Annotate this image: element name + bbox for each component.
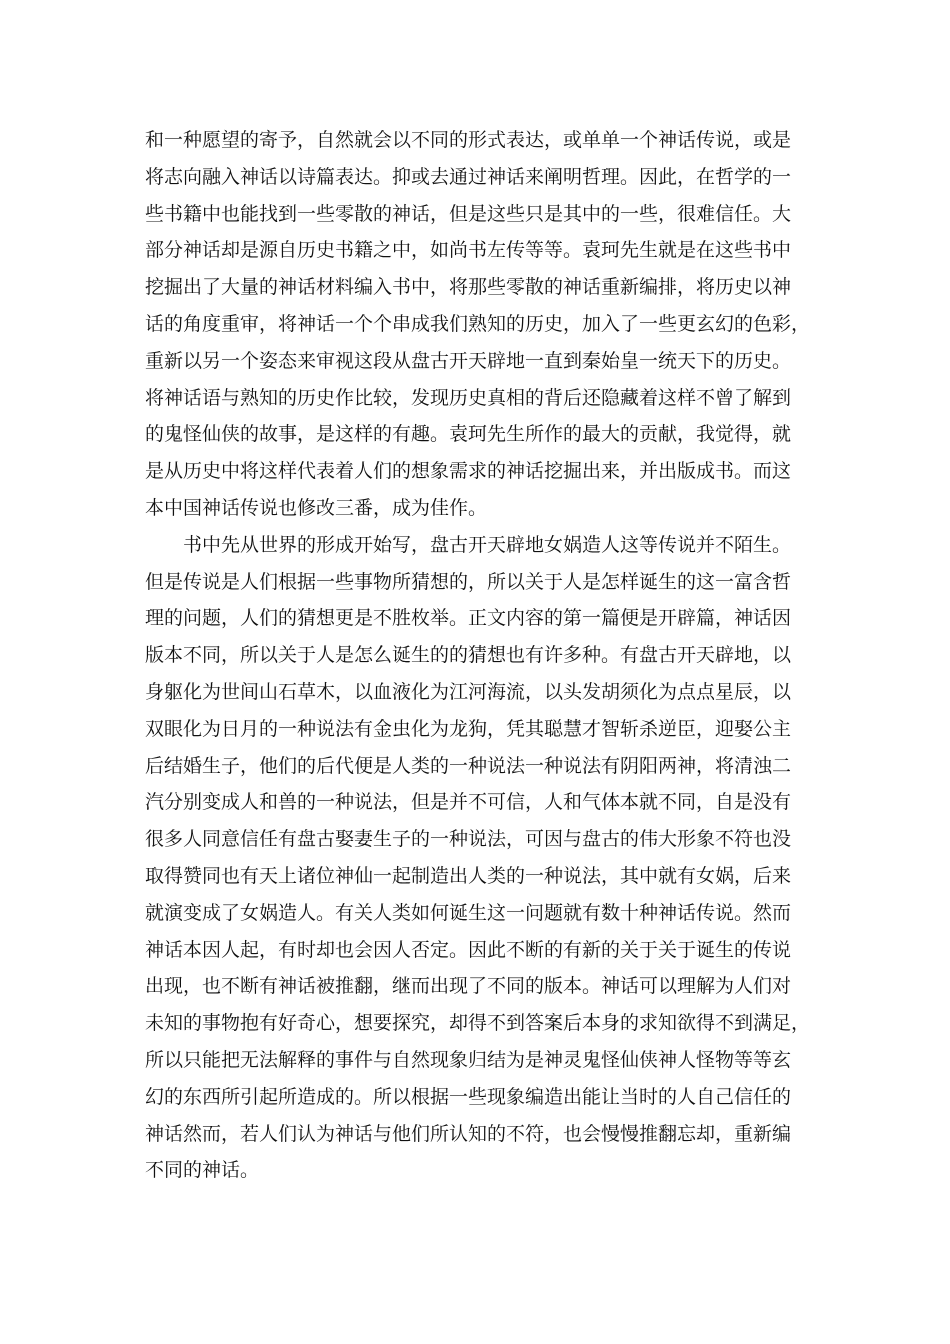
text-line: 所以只能把无法解释的事件与自然现象归结为是神灵鬼怪仙侠神人怪物等等玄 bbox=[145, 1048, 792, 1071]
text-line: 本中国神话传说也修改三番，成为佳作。 bbox=[145, 496, 488, 519]
text-line: 版本不同，所以关于人是怎么诞生的的猜想也有许多种。有盘古开天辟地，以 bbox=[145, 644, 792, 667]
text-line: 但是传说是人们根据一些事物所猜想的，所以关于人是怎样诞生的这一富含哲 bbox=[145, 570, 792, 593]
body-text bbox=[145, 122, 825, 1189]
text-line: 神话然而，若人们认为神话与他们所认知的不符，也会慢慢推翻忘却，重新编 bbox=[145, 1122, 792, 1145]
text-line: 和一种愿望的寄予，自然就会以不同的形式表达，或单单一个神话传说，或是 bbox=[145, 129, 792, 151]
text-line: 理的问题，人们的猜想更是不胜枚举。正文内容的第一篇便是开辟篇，神话因 bbox=[145, 607, 792, 630]
text-line: 的鬼怪仙侠的故事，是这样的有趣。袁珂先生所作的最大的贡献，我觉得，就 bbox=[145, 423, 792, 446]
text-line: 重新以另一个姿态来审视这段从盘古开天辟地一直到秦始皇一统天下的历史。 bbox=[145, 349, 792, 372]
text-line: 话的角度重审，将神话一个个串成我们熟知的历史，加入了一些更玄幻的色彩， bbox=[145, 312, 811, 335]
text-line: 不同的神话。 bbox=[145, 1159, 260, 1182]
text-line: 双眼化为日月的一种说法有金虫化为龙狗，凭其聪慧才智斩杀逆臣，迎娶公主 bbox=[145, 717, 792, 740]
text-line: 身躯化为世间山石草木，以血液化为江河海流，以头发胡须化为点点星辰，以 bbox=[145, 680, 792, 703]
text-line: 取得赞同也有天上诸位神仙一起制造出人类的一种说法，其中就有女娲，后来 bbox=[145, 864, 792, 887]
text-line: 出现，也不断有神话被推翻，继而出现了不同的版本。神话可以理解为人们对 bbox=[145, 975, 792, 998]
paragraph-1 bbox=[145, 122, 825, 527]
text-line: 幻的东西所引起所造成的。所以根据一些现象编造出能让当时的人自己信任的 bbox=[145, 1085, 792, 1108]
text-line: 汽分别变成人和兽的一种说法，但是并不可信，人和气体本就不同，自是没有 bbox=[145, 791, 792, 814]
text-line: 将志向融入神话以诗篇表达。抑或去通过神话来阐明哲理。因此，在哲学的一 bbox=[145, 165, 792, 188]
text-line: 部分神话却是源自历史书籍之中，如尚书左传等等。袁珂先生就是在这些书中 bbox=[145, 239, 792, 262]
text-line: 挖掘出了大量的神话材料编入书中，将那些零散的神话重新编排，将历史以神 bbox=[145, 276, 792, 299]
text-line: 就演变成了女娲造人。有关人类如何诞生这一问题就有数十种神话传说。然而 bbox=[145, 901, 792, 924]
text-line: 些书籍中也能找到一些零散的神话，但是这些只是其中的一些，很难信任。大 bbox=[145, 202, 792, 225]
text-line: 神话本因人起，有时却也会因人否定。因此不断的有新的关于关于诞生的传说 bbox=[145, 938, 792, 961]
text-line: 书中先从世界的形成开始写，盘古开天辟地女娲造人这等传说并不陌生。 bbox=[183, 533, 792, 556]
text-line: 将神话语与熟知的历史作比较，发现历史真相的背后还隐藏着这样不曾了解到 bbox=[145, 386, 792, 409]
text-line: 是从历史中将这样代表着人们的想象需求的神话挖掘出来，并出版成书。而这 bbox=[145, 460, 792, 483]
text-line: 未知的事物抱有好奇心，想要探究，却得不到答案后本身的求知欲得不到满足， bbox=[145, 1012, 811, 1035]
text-line: 很多人同意信任有盘古娶妻生子的一种说法，可因与盘古的伟大形象不符也没 bbox=[145, 828, 792, 851]
paragraph-2 bbox=[145, 527, 825, 1189]
text-line: 后结婚生子，他们的后代便是人类的一种说法一种说法有阴阳两神，将清浊二 bbox=[145, 754, 792, 777]
